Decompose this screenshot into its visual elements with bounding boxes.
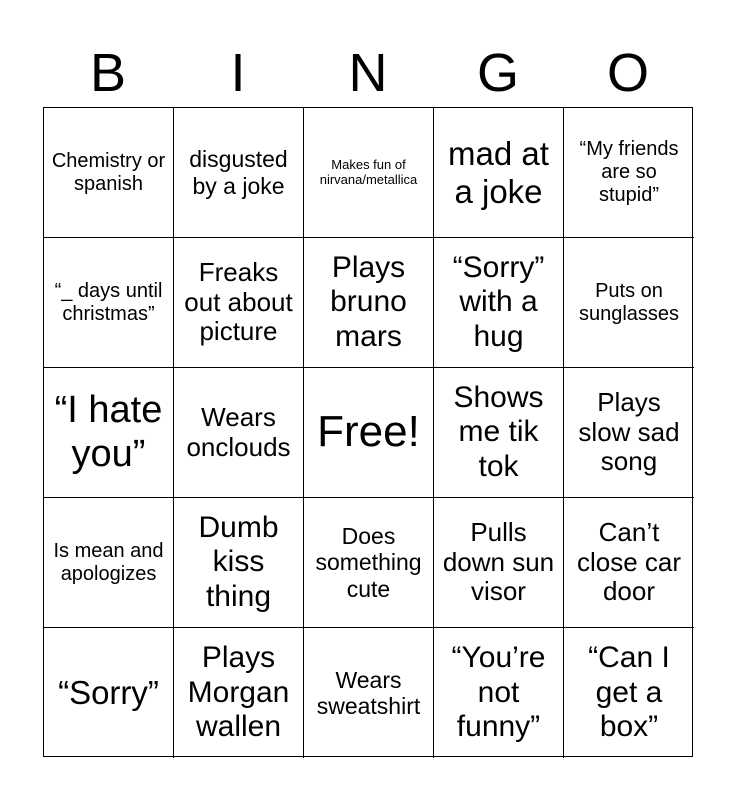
bingo-cell[interactable]: Can’t close car door bbox=[564, 498, 694, 628]
bingo-header bbox=[43, 40, 693, 106]
header-letter-n: N bbox=[348, 43, 388, 103]
bingo-cell[interactable]: “I hate you” bbox=[44, 368, 174, 498]
header-letter-o: O bbox=[606, 43, 649, 103]
bingo-cell[interactable]: Makes fun of nirvana/metallica bbox=[304, 108, 434, 238]
header-letter-g: G bbox=[476, 43, 519, 103]
bingo-cell[interactable]: Wears onclouds bbox=[174, 368, 304, 498]
bingo-cell[interactable]: disgusted by a joke bbox=[174, 108, 304, 238]
bingo-cell[interactable]: Plays slow sad song bbox=[564, 368, 694, 498]
bingo-cell[interactable]: Chemistry or spanish bbox=[44, 108, 174, 238]
bingo-cell[interactable]: “Sorry” bbox=[44, 628, 174, 758]
bingo-cell[interactable]: Is mean and apologizes bbox=[44, 498, 174, 628]
bingo-cell[interactable]: Pulls down sun visor bbox=[434, 498, 564, 628]
bingo-cell[interactable]: Plays bruno mars bbox=[304, 238, 434, 368]
bingo-cell[interactable]: “You’re not funny” bbox=[434, 628, 564, 758]
header-letter-b: B bbox=[89, 43, 127, 103]
bingo-cell[interactable]: Shows me tik tok bbox=[434, 368, 564, 498]
bingo-cell[interactable]: “Sorry” with a hug bbox=[434, 238, 564, 368]
bingo-cell[interactable]: “_ days until christmas” bbox=[44, 238, 174, 368]
free-cell[interactable]: Free! bbox=[304, 368, 434, 498]
bingo-cell[interactable]: Puts on sunglasses bbox=[564, 238, 694, 368]
bingo-grid bbox=[43, 107, 693, 757]
bingo-cell[interactable]: mad at a joke bbox=[434, 108, 564, 238]
bingo-cell[interactable]: Freaks out about picture bbox=[174, 238, 304, 368]
bingo-cell[interactable]: Wears sweatshirt bbox=[304, 628, 434, 758]
bingo-cell[interactable]: “My friends are so stupid” bbox=[564, 108, 694, 238]
bingo-cell[interactable]: “Can I get a box” bbox=[588, 641, 670, 744]
bingo-cell[interactable]: Dumb kiss thing bbox=[174, 498, 304, 628]
bingo-cell[interactable]: Plays Morgan wallen bbox=[174, 628, 304, 758]
bingo-cell[interactable]: Does something cute bbox=[304, 498, 434, 628]
header-letter-i: I bbox=[230, 43, 246, 103]
